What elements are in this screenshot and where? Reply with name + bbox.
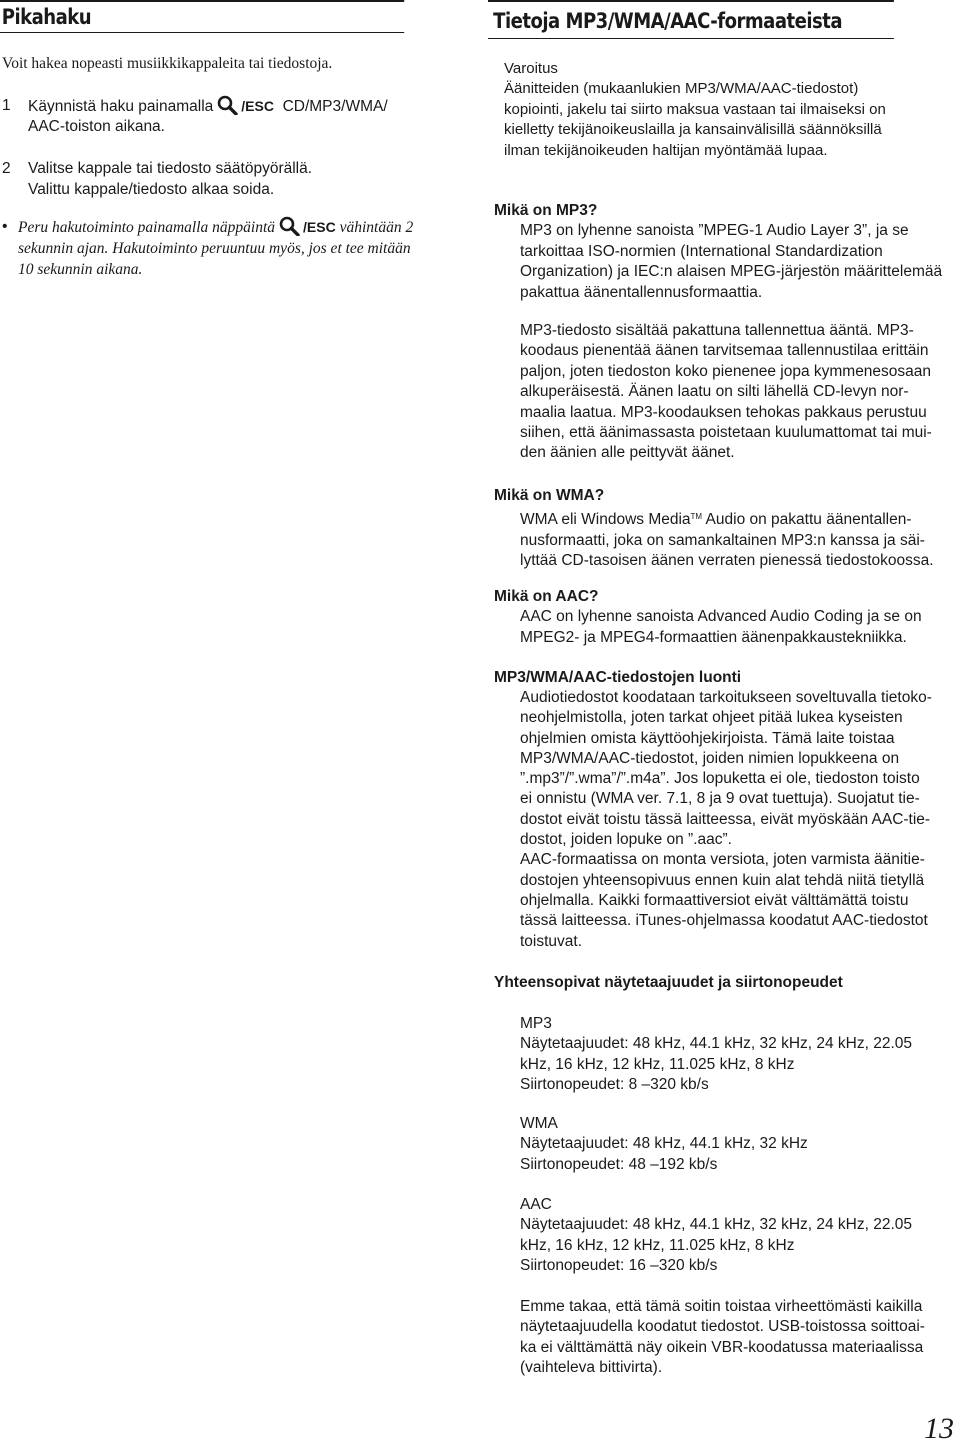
mp3-paragraph-2: MP3-tiedosto sisältää pakattuna tallennettua ääntä. MP3- koodaus pienentää äänen tarvitsemaa tallennustilaa erittäin paljon, joten tiedoston koko pienenee jopa kymmenesosaan alkuperäisestä. Äänen laatu on silti lähellä CD-levyn nor- maalia laatua. MP3-koodauksen tehokas pakkaus perustuu siihen, että äänimassasta poistetaan kuulumattomat tai mui- den äänien alle peittyvät äänet. bbox=[520, 322, 932, 462]
mp3-heading: Mikä on MP3? bbox=[494, 202, 598, 219]
step-1-number: 1 bbox=[2, 97, 11, 114]
search-icon bbox=[279, 216, 301, 236]
right-section-title: Tietoja MP3/WMA/AAC-formaateista bbox=[488, 0, 894, 39]
create-heading: MP3/WMA/AAC-tiedostojen luonti bbox=[494, 669, 742, 686]
warning-text: Äänitteiden (mukaanlukien MP3/WMA/AAC-tiedostot) kopiointi, jakelu tai siirto maksua vastaan tai ilmaiseksi on kielletty tekijänoikeuslailla ja kansainvälisillä säännöksillä ilman tekijänoikeuden haltijan myöntämää lupaa. bbox=[504, 80, 886, 159]
note-line-3: 10 sekunnin aikana. bbox=[18, 261, 143, 278]
aac-spec: AAC Näytetaajuudet: 48 kHz, 44.1 kHz, 32 kHz, 24 kHz, 22.05 kHz, 16 kHz, 12 kHz, 11.025 kHz, 8 kHz Siirtonopeudet: 16 –320 kb/s bbox=[520, 1196, 913, 1275]
final-paragraph: Emme takaa, että tämä soitin toistaa virheettömästi kaikilla näytetaajuudella koodatut tiedostot. USB-toistossa soittoai- ka ei välttämättä näy oikein VBR-koodatussa materiaalissa (vaihteleva bittivirta). bbox=[520, 1298, 925, 1377]
step-2-line-2: Valittu kappale/tiedosto alkaa soida. bbox=[28, 181, 275, 198]
warning-heading: Varoitus bbox=[504, 60, 558, 77]
step-1-line-1: Käynnistä haku painamalla /ESC CD/MP3/WMA/ bbox=[28, 95, 388, 117]
aac-heading: Mikä on AAC? bbox=[494, 588, 599, 605]
page-number: 13 bbox=[924, 1412, 954, 1445]
note-bullet: • bbox=[2, 218, 8, 235]
wma-paragraph: WMA eli Windows Media™ Audio on pakattu äänentallen- nusformaatti, joka on samankaltainen MP3:n kanssa ja säi- lyttää CD-tasoisen äänen verraten pienessä tiedostokoossa. bbox=[520, 511, 934, 569]
wma-heading: Mikä on WMA? bbox=[494, 487, 605, 504]
left-section-header bbox=[0, 0, 470, 33]
mp3-paragraph-1: MP3 on lyhenne sanoista ”MPEG-1 Audio Layer 3”, ja se tarkoittaa ISO-normien (International Standardization Organization) ja IEC:n alaisen MPEG-järjestön määrittelemää pakattua äänentallennusformaattia. bbox=[520, 222, 943, 301]
step-2-number: 2 bbox=[2, 160, 11, 177]
esc-key-label: /ESC bbox=[241, 98, 274, 114]
trademark-mark: TM bbox=[690, 512, 703, 521]
compat-heading: Yhteensopivat näytetaajuudet ja siirtonopeudet bbox=[494, 974, 843, 991]
right-section-header bbox=[488, 0, 960, 39]
note-line-2: sekunnin ajan. Hakutoiminto peruuntuu myös, jos et tee mitään bbox=[18, 240, 411, 257]
step-2-line-1: Valitse kappale tai tiedosto säätöpyörällä. bbox=[28, 160, 313, 177]
aac-paragraph: AAC on lyhenne sanoista Advanced Audio Coding ja se on MPEG2- ja MPEG4-formaattien äänenpakkaustekniikka. bbox=[520, 608, 922, 646]
note-line-1: Peru hakutoiminto painamalla näppäintä /ESC vähintään 2 bbox=[18, 216, 413, 238]
esc-key-label: /ESC bbox=[303, 219, 336, 235]
intro-text: Voit hakea nopeasti musiikkikappaleita tai tiedostoja. bbox=[2, 55, 333, 72]
wma-spec: WMA Näytetaajuudet: 48 kHz, 44.1 kHz, 32 kHz Siirtonopeudet: 48 –192 kb/s bbox=[520, 1115, 808, 1173]
step-1-line-2: AAC-toiston aikana. bbox=[28, 118, 165, 135]
mp3-spec: MP3 Näytetaajuudet: 48 kHz, 44.1 kHz, 32 kHz, 24 kHz, 22.05 kHz, 16 kHz, 12 kHz, 11.025 kHz, 8 kHz Siirtonopeudet: 8 –320 kb/s bbox=[520, 1015, 913, 1094]
create-paragraph: Audiotiedostot koodataan tarkoitukseen soveltuvalla tietoko- neohjelmistolla, joten tarkat ohjeet pitää lukea kyseisten ohjelmien omista käyttöohjekirjoista. Tämä laite toistaa MP3/WMA/AAC-tiedostot, joiden nimien lopukkeena on ”.mp3”/”.wma”/”.m4a”. Jos lopuketta ei ole, tiedoston toisto ei onnistu (WMA ver. 7.1, 8 ja 9 ovat tuettuja). Suojatut tie- dostot eivät toistu tässä laitteessa, eivät myöskään AAC-tie- dostot, joiden lopuke on ”.aac”. AAC-formaatissa on monta versiota, joten varmista äänitie- dostojen yhteensopivuus ennen kuin alat tehdä niitä tietyllä ohjelmalla. Kaikki formaattiversiot eivät välttämättä toistu tässä laitteessa. iTunes-ohjelmassa koodatut AAC-tiedostot toistuvat. bbox=[520, 689, 932, 950]
left-section-title: Pikahaku bbox=[0, 0, 404, 33]
search-icon bbox=[217, 95, 239, 115]
